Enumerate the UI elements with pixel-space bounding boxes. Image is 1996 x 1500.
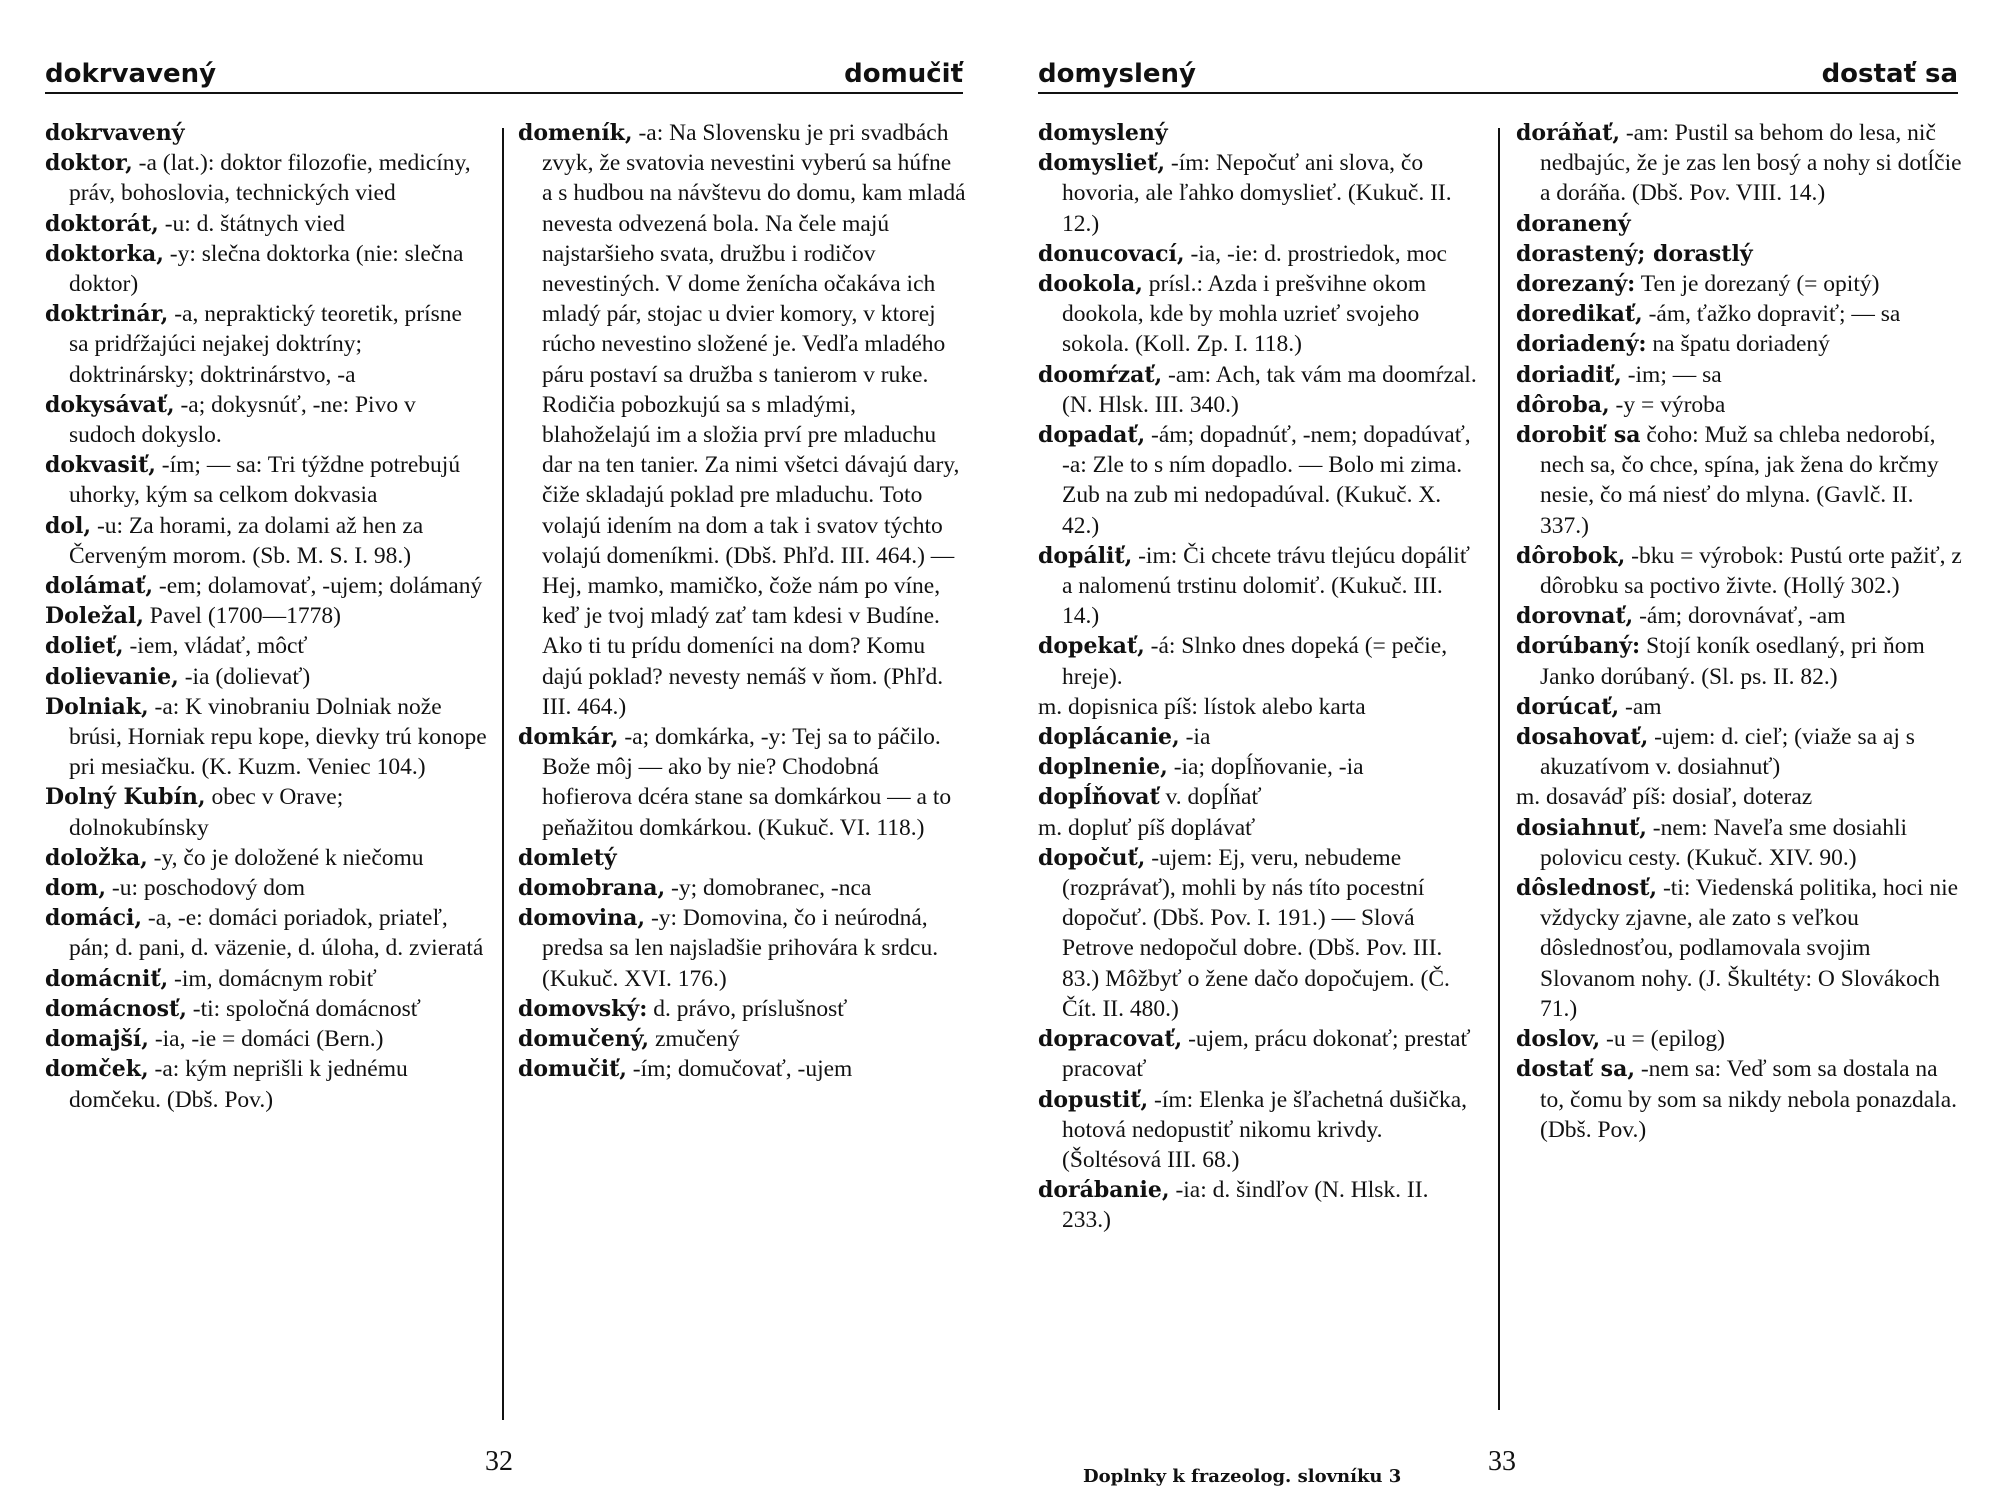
right-header-first-word: domyslený xyxy=(1038,59,1196,89)
entry-headword: doriadený: xyxy=(1516,331,1647,358)
dictionary-entry xyxy=(518,903,966,994)
dictionary-entry xyxy=(1038,722,1478,752)
right-page-column-1 xyxy=(1038,118,1478,1236)
entry-headword: Dolný Kubín, xyxy=(45,784,206,811)
dictionary-entry xyxy=(45,873,487,903)
entry-headword: dopekať, xyxy=(1038,633,1145,660)
entry-definition: -á: Slnko dnes dopeká (= pečie, hreje). xyxy=(1062,633,1448,690)
entry-headword: doranený xyxy=(1516,210,1631,237)
entry-definition: čoho: Muž sa chleba nedorobí, nech sa, čo chce, spína, jak žena do krčmy nesie, čo má niesť do mlyna. (Gavlč. II. 337.) xyxy=(1540,422,1939,539)
left-header-last-word: domučiť xyxy=(844,59,963,89)
entry-headword: dosahovať, xyxy=(1516,724,1649,751)
left-header-first-word: dokrvavený xyxy=(45,59,217,89)
entry-definition: -u: d. štátnych vied xyxy=(158,210,345,237)
entry-headword: domovský: xyxy=(518,995,648,1022)
entry-headword: dokrvavený xyxy=(45,120,185,146)
entry-headword: dopočuť, xyxy=(1038,844,1146,871)
dictionary-entry xyxy=(45,118,487,148)
entry-headword: dol, xyxy=(45,512,92,539)
entry-definition: -ujem: d. cieľ; (viaže sa aj s akuzatívom v. dosiahnuť) xyxy=(1540,724,1915,781)
entry-definition: -a, -e: domáci poriadok, priateľ, pán; d. pani, d. väzenie, d. úloha, d. zvieratá xyxy=(69,905,484,962)
entry-definition: obec v Orave; dolnokubínsky xyxy=(69,784,344,841)
entry-headword: doktorka, xyxy=(45,240,164,267)
entry-definition: -am xyxy=(1619,693,1662,720)
entry-headword: dokvasiť, xyxy=(45,452,156,479)
entry-definition: -ia, -ie = domáci (Bern.) xyxy=(148,1026,384,1053)
entry-headword: doráňať, xyxy=(1516,120,1620,146)
dictionary-entry xyxy=(45,903,487,963)
entry-headword: domyslieť, xyxy=(1038,150,1166,177)
entry-headword: donucovací, xyxy=(1038,240,1185,267)
entry-headword: dookola, xyxy=(1038,271,1143,298)
entry-headword: domobrana, xyxy=(518,875,666,902)
entry-headword: dopáliť, xyxy=(1038,542,1133,569)
entry-definition: na špatu doriadený xyxy=(1646,331,1830,358)
dictionary-entry xyxy=(518,994,966,1024)
dictionary-entry xyxy=(1038,782,1478,812)
entry-definition: -bku = výrobok: Pustú orte pažiť, z dôrobku sa poctivo živte. (Hollý 302.) xyxy=(1540,542,1962,600)
dictionary-entry xyxy=(1038,541,1478,632)
entry-headword: doktorát, xyxy=(45,210,159,237)
entry-headword: domajší, xyxy=(45,1026,149,1053)
dictionary-entry xyxy=(1038,269,1478,360)
dictionary-entry xyxy=(1516,390,1962,420)
entry-headword: doktrinár, xyxy=(45,301,169,328)
entry-headword: dôrobok, xyxy=(1516,542,1626,569)
entry-definition: -a: Na Slovensku je pri svadbách zvyk, že svatovia nevestini vyberú sa húfne a s hudbou na návštevu do domu, kam mladá nevesta odvezená bola. Na čele majú najstaršieho svata, družbu i rodičov nevestiných. V dome ženícha očakáva ich mladý pár, stojac u dvier komory, v ktorej rúcho nevestino složené je. Vedľa mladého páru postaví sa družba s tanierom v ruke. Rodičia pobozkujú sa s mladými, blahoželajú im a složia prví pre mladuchu dar na ten tanier. Za nimi všetci dávajú dary, čiže skladajú poklad pre mladuchu. Toto volajú idením na dom a tak i svatov týchto volajú domeníkmi. (Dbš. Phľd. III. 464.) — Hej, mamko, mamičko, čože nám po víne, keď je tvoj mladý zať tam kdesi v Budíne. Ako ti tu prídu domeníci na dom? Komu dajú poklad? nevesty nemáš v ňom. (Phľd. III. 464.) xyxy=(542,120,966,720)
entry-headword: dosiahnuť, xyxy=(1516,814,1647,841)
dictionary-entry xyxy=(518,873,966,903)
entry-definition: Stojí koník osedlaný, pri ňom Janko dorúbaný. (Sl. ps. II. 82.) xyxy=(1540,633,1925,690)
entry-definition: -ujem: Ej, veru, nebudeme (rozprávať), mohli by nás títo pocestní dopočuť. (Dbš. Pov. I. 191.) — Slová Petrove nedopočul dobre. (Dbš. Pov. III. 83.) Môžbyť o žene dačo dopočujem. (Č. Čít. II. 480.) xyxy=(1062,844,1450,1022)
dictionary-entry xyxy=(1516,813,1962,873)
entry-definition: -ia: d. šindľov (N. Hlsk. II. 233.) xyxy=(1062,1177,1429,1234)
entry-headword: domletý xyxy=(518,844,617,871)
entry-definition: -im, domácnym robiť xyxy=(168,965,377,992)
entry-definition: -y: Domovina, čo i neúrodná, predsa sa len najsladšie prihovára k srdcu. (Kukuč. XVI. 176.) xyxy=(542,905,939,992)
entry-headword: doriadiť, xyxy=(1516,361,1622,388)
dictionary-entry xyxy=(1516,209,1962,239)
entry-definition: -u: poschodový dom xyxy=(106,875,306,902)
entry-definition: -nem: Naveľa sme dosiahli polovicu cesty. (Kukuč. XIV. 90.) xyxy=(1540,814,1908,871)
dictionary-entry xyxy=(45,148,487,208)
dictionary-entry xyxy=(45,450,487,510)
dictionary-entry xyxy=(1038,631,1478,691)
entry-definition: -ím: Nepočuť ani slova, čo hovoria, ale ľahko domyslieť. (Kukuč. II. 12.) xyxy=(1062,150,1452,237)
dictionary-entry xyxy=(1038,148,1478,239)
dictionary-entry xyxy=(45,782,487,842)
entry-headword: dopadať, xyxy=(1038,422,1146,449)
entry-definition: Pavel (1700—1778) xyxy=(143,603,341,630)
entry-definition: m. dopisnica píš: lístok alebo karta xyxy=(1038,693,1366,720)
column-divider xyxy=(1498,128,1500,1410)
dictionary-entry xyxy=(1038,692,1478,722)
entry-headword: doktor, xyxy=(45,150,133,177)
right-page-header xyxy=(1038,58,1958,94)
right-page-column-2 xyxy=(1516,118,1962,1145)
entry-headword: doredikať, xyxy=(1516,301,1643,328)
dictionary-entry xyxy=(1516,360,1962,390)
dictionary-entry xyxy=(1516,420,1962,541)
entry-headword: domyslený xyxy=(1038,120,1168,146)
dictionary-entry xyxy=(45,1054,487,1114)
entry-definition: -em; dolamovať, -ujem; dolámaný xyxy=(153,573,483,600)
left-page-column-2 xyxy=(518,118,966,1085)
entry-definition: -ám; dorovnávať, -am xyxy=(1633,603,1846,630)
entry-headword: domáci, xyxy=(45,905,143,932)
dictionary-entry xyxy=(518,1054,966,1084)
dictionary-entry xyxy=(1038,1085,1478,1176)
entry-headword: doplnenie, xyxy=(1038,754,1168,781)
entry-headword: doslov, xyxy=(1516,1026,1601,1053)
right-page xyxy=(998,0,1996,1500)
dictionary-entry xyxy=(1516,692,1962,722)
entry-definition: -u = (epilog) xyxy=(1600,1026,1725,1053)
dictionary-entry xyxy=(518,1024,966,1054)
dictionary-entry xyxy=(1516,722,1962,782)
dictionary-entry xyxy=(1516,1024,1962,1054)
dictionary-entry xyxy=(45,662,487,692)
entry-definition: -y: slečna doktorka (nie: slečna doktor) xyxy=(69,240,464,298)
dictionary-entry xyxy=(518,843,966,873)
dictionary-entry xyxy=(1516,239,1962,269)
dictionary-entry xyxy=(45,239,487,299)
entry-definition: -ám; dopadnúť, -nem; dopadúvať, -a: Zle to s ním dopadlo. — Bolo mi zima. Zub na zub mi nedopadúval. (Kukuč. X. 42.) xyxy=(1062,422,1471,539)
dictionary-entry xyxy=(45,692,487,783)
dictionary-entry xyxy=(1516,118,1962,209)
right-header-last-word: dostať sa xyxy=(1821,59,1958,89)
entry-definition: -y, čo je doložené k niečomu xyxy=(147,844,424,871)
entry-definition: -a; domkárka, -y: Tej sa to páčilo. Bože môj — ako by nie? Chodobná hofierova dcéra stane sa domkárkou — a to peňažitou domkárkou. (Kukuč. VI. 118.) xyxy=(542,724,952,841)
dictionary-entry xyxy=(45,1024,487,1054)
entry-definition: -ím: Elenka je šľachetná dušička, hotová nedopustiť nikomu krivdy. (Šoltésová III. 68.) xyxy=(1062,1086,1468,1173)
entry-headword: domácniť, xyxy=(45,965,169,992)
entry-headword: dorúbaný: xyxy=(1516,633,1641,660)
dictionary-entry xyxy=(1038,1024,1478,1084)
entry-definition: m. dosaváď píš: dosiaľ, doteraz xyxy=(1516,784,1813,811)
column-divider xyxy=(502,128,504,1420)
dictionary-entry xyxy=(1516,873,1962,1024)
dictionary-entry xyxy=(1038,1175,1478,1235)
entry-definition: -u: Za horami, za dolami až hen za Červeným morom. (Sb. M. S. I. 98.) xyxy=(69,512,424,569)
entry-definition: -ia xyxy=(1179,724,1211,751)
dictionary-entry xyxy=(1516,631,1962,691)
entry-headword: doložka, xyxy=(45,844,148,871)
dictionary-entry xyxy=(45,571,487,601)
dictionary-entry xyxy=(45,601,487,631)
dictionary-entry xyxy=(45,964,487,994)
entry-definition: -a: kým neprišli k jednému domčeku. (Dbš. Pov.) xyxy=(69,1056,408,1113)
entry-headword: dolieť, xyxy=(45,633,124,660)
entry-headword: domučiť, xyxy=(518,1056,627,1083)
dictionary-entry xyxy=(1516,541,1962,601)
entry-headword: doplácanie, xyxy=(1038,724,1180,751)
entry-definition: -nem sa: Veď som sa dostala na to, čomu by som sa nikdy nebola ponazdala. (Dbš. Pov.) xyxy=(1540,1056,1958,1143)
dictionary-entry xyxy=(1516,329,1962,359)
dictionary-entry xyxy=(1516,1054,1962,1145)
entry-headword: domácnosť, xyxy=(45,995,187,1022)
dictionary-entry xyxy=(1516,782,1962,812)
entry-definition: -im: Či chcete trávu tlejúcu dopáliť a nalomenú trstinu dolomiť. (Kukuč. III. 14.) xyxy=(1062,542,1470,630)
entry-headword: dorúcať, xyxy=(1516,693,1620,720)
entry-definition: zmučený xyxy=(649,1026,740,1053)
dictionary-entry xyxy=(1038,843,1478,1024)
entry-definition: -a: K vinobraniu Dolniak nože brúsi, Horniak repu kope, dievky trú konope pri mesiačku. (K. Kuzm. Veniec 104.) xyxy=(69,693,487,781)
entry-definition: -ia, -ie: d. prostriedok, moc xyxy=(1184,240,1447,267)
entry-definition: Ten je dorezaný (= opitý) xyxy=(1635,271,1880,298)
entry-definition: -y; domobranec, -nca xyxy=(665,875,872,902)
dictionary-entry xyxy=(1038,239,1478,269)
entry-headword: dôroba, xyxy=(1516,391,1610,418)
dictionary-entry xyxy=(1516,269,1962,299)
dictionary-entry xyxy=(1516,601,1962,631)
entry-headword: dopustiť, xyxy=(1038,1086,1149,1113)
entry-definition: -ia; dopĺňovanie, -ia xyxy=(1167,754,1364,781)
entry-definition: -y = výroba xyxy=(1609,391,1726,418)
dictionary-entry xyxy=(45,209,487,239)
entry-definition: -ia (dolievať) xyxy=(178,663,311,690)
entry-definition: -ám, ťažko dopraviť; — sa xyxy=(1642,301,1901,328)
dictionary-entry xyxy=(45,299,487,390)
entry-headword: dôslednosť, xyxy=(1516,875,1658,902)
dictionary-entry xyxy=(45,390,487,450)
entry-headword: domeník, xyxy=(518,120,633,146)
page-number: 32 xyxy=(485,1446,513,1477)
entry-headword: dorobiť sa xyxy=(1516,422,1641,449)
entry-headword: dorastený; dorastlý xyxy=(1516,240,1753,267)
entry-definition: -ti: spoločná domácnosť xyxy=(186,995,421,1022)
entry-headword: dorábanie, xyxy=(1038,1177,1170,1204)
signature-footer: Doplnky k frazeolog. slovníku 3 xyxy=(1083,1466,1402,1487)
entry-definition: -ti: Viedenská politika, hoci nie vždycky zjavne, ale zato s veľkou dôslednosťou, podlamovala svojim Slovanom nohy. (J. Škultéty: O Slovákoch 71.) xyxy=(1540,875,1959,1022)
entry-definition: d. právo, príslušnosť xyxy=(647,995,848,1022)
entry-definition: -a (lat.): doktor filozofie, medicíny, práv, bohoslovia, technických vied xyxy=(69,150,471,207)
entry-definition: m. dopluť píš doplávať xyxy=(1038,814,1256,841)
entry-definition: -ujem, prácu dokonať; prestať pracovať xyxy=(1062,1026,1471,1083)
entry-headword: dolámať, xyxy=(45,573,154,600)
dictionary-entry xyxy=(45,511,487,571)
dictionary-entry xyxy=(1038,813,1478,843)
dictionary-entry xyxy=(1038,360,1478,420)
dictionary-entry xyxy=(45,631,487,661)
dictionary-entry xyxy=(45,843,487,873)
dictionary-entry xyxy=(1038,420,1478,541)
entry-headword: dopracovať, xyxy=(1038,1026,1183,1053)
left-page-column-1 xyxy=(45,118,487,1115)
entry-definition: -a, nepraktický teoretik, prísne sa pridŕžajúci nejakej doktríny; doktrinársky; doktrinárstvo, -a xyxy=(69,301,462,388)
entry-headword: dolievanie, xyxy=(45,663,179,690)
entry-definition: -ím; domučovať, -ujem xyxy=(626,1056,853,1083)
dictionary-entry xyxy=(1038,118,1478,148)
entry-headword: doomŕzať, xyxy=(1038,361,1163,388)
entry-definition: -iem, vládať, môcť xyxy=(123,633,308,660)
entry-headword: Doležal, xyxy=(45,603,144,630)
entry-definition: -am: Pustil sa behom do lesa, nič nedbajúc, že je zas len bosý a nohy si dotĺčie a doráňa. (Dbš. Pov. VIII. 14.) xyxy=(1540,120,1962,207)
entry-definition: -ím; — sa: Tri týždne potrebujú uhorky, kým sa celkom dokvasia xyxy=(69,452,461,509)
entry-headword: dorezaný: xyxy=(1516,271,1636,298)
dictionary-entry xyxy=(45,994,487,1024)
entry-definition: prísl.: Azda i prešvihne okom dookola, kde by mohla uzrieť svojeho sokola. (Koll. Zp. I. 118.) xyxy=(1062,271,1427,358)
left-page-header xyxy=(45,58,963,94)
entry-headword: domučený, xyxy=(518,1026,650,1053)
entry-headword: dorovnať, xyxy=(1516,603,1634,630)
entry-definition: -am: Ach, tak vám ma doomŕzal. (N. Hlsk. III. 340.) xyxy=(1062,361,1477,418)
entry-headword: domkár, xyxy=(518,724,619,751)
dictionary-entry xyxy=(1038,752,1478,782)
entry-headword: dostať sa, xyxy=(1516,1056,1635,1083)
entry-headword: Dolniak, xyxy=(45,693,149,720)
dictionary-entry xyxy=(1516,299,1962,329)
dictionary-entry xyxy=(518,118,966,722)
dictionary-entry xyxy=(518,722,966,843)
entry-headword: dopĺňovať xyxy=(1038,784,1160,811)
page-number: 33 xyxy=(1488,1446,1516,1477)
entry-definition: -a; dokysnúť, -ne: Pivo v sudoch dokyslo. xyxy=(69,391,416,449)
entry-headword: domovina, xyxy=(518,905,646,932)
entry-headword: dokysávať, xyxy=(45,391,175,418)
entry-definition: v. dopĺňať xyxy=(1159,784,1262,811)
entry-headword: domček, xyxy=(45,1056,149,1083)
entry-headword: dom, xyxy=(45,875,106,902)
entry-definition: -im; — sa xyxy=(1621,361,1722,388)
